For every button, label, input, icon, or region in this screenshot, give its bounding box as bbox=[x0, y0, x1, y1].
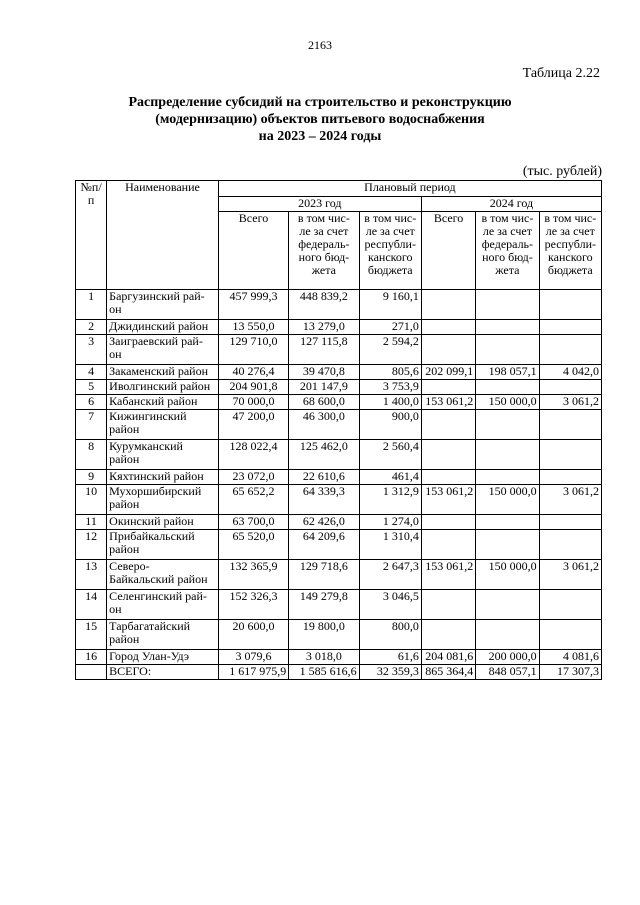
total-federal-2024: 848 057,1 bbox=[476, 665, 539, 680]
cell-federal-2023: 46 300,0 bbox=[289, 410, 359, 440]
cell-total-2024: 153 061,2 bbox=[421, 395, 475, 410]
row-name: Джидинский район bbox=[107, 320, 219, 335]
cell-federal-2023: 125 462,0 bbox=[289, 440, 359, 470]
table-row bbox=[76, 410, 602, 440]
cell-federal-2024: 150 000,0 bbox=[476, 560, 539, 590]
cell-federal-2023: 149 279,8 bbox=[289, 590, 359, 620]
table-row bbox=[76, 485, 602, 515]
row-name: Кяхтинский район bbox=[107, 470, 219, 485]
cell-federal-2024 bbox=[476, 515, 539, 530]
cell-republic-2024 bbox=[539, 410, 601, 440]
cell-federal-2023: 201 147,9 bbox=[289, 380, 359, 395]
cell-republic-2023: 1 310,4 bbox=[359, 530, 421, 560]
cell-total-2024 bbox=[421, 410, 475, 440]
cell-total-2024 bbox=[421, 620, 475, 650]
cell-republic-2024 bbox=[539, 335, 601, 365]
cell-total-2024: 204 081,6 bbox=[421, 650, 475, 665]
title-line: Распределение субсидий на строительство и реконструкцию bbox=[128, 95, 512, 110]
cell-federal-2023: 127 115,8 bbox=[289, 335, 359, 365]
row-name: Заиграевский рай- он bbox=[107, 335, 219, 365]
cell-republic-2023: 461,4 bbox=[359, 470, 421, 485]
cell-republic-2024 bbox=[539, 620, 601, 650]
cell-federal-2024 bbox=[476, 335, 539, 365]
cell-republic-2023: 271,0 bbox=[359, 320, 421, 335]
table-row bbox=[76, 530, 602, 560]
cell-republic-2023: 2 560,4 bbox=[359, 440, 421, 470]
row-number: 15 bbox=[76, 620, 107, 650]
row-name: Баргузинский рай- он bbox=[107, 290, 219, 320]
cell-republic-2023: 3 753,9 bbox=[359, 380, 421, 395]
cell-republic-2023: 1 312,9 bbox=[359, 485, 421, 515]
table-row bbox=[76, 560, 602, 590]
cell-republic-2023: 2 647,3 bbox=[359, 560, 421, 590]
cell-republic-2024 bbox=[539, 530, 601, 560]
cell-federal-2024 bbox=[476, 380, 539, 395]
row-name: Закаменский район bbox=[107, 365, 219, 380]
row-number: 7 bbox=[76, 410, 107, 440]
cell-republic-2023: 2 594,2 bbox=[359, 335, 421, 365]
cell-federal-2023: 39 470,8 bbox=[289, 365, 359, 380]
cell-federal-2023: 129 718,6 bbox=[289, 560, 359, 590]
cell-total-2023: 40 276,4 bbox=[218, 365, 288, 380]
cell-federal-2023: 448 839,2 bbox=[289, 290, 359, 320]
header-federal-2024: в том чис- ле за счет федераль- ного бюд- жета bbox=[476, 212, 539, 290]
total-total-2024: 865 364,4 bbox=[421, 665, 475, 680]
subsidy-table bbox=[75, 180, 602, 680]
cell-federal-2024: 198 057,1 bbox=[476, 365, 539, 380]
cell-total-2024 bbox=[421, 530, 475, 560]
cell-total-2023: 128 022,4 bbox=[218, 440, 288, 470]
cell-total-2024 bbox=[421, 320, 475, 335]
cell-republic-2024 bbox=[539, 290, 601, 320]
total-label: ВСЕГО: bbox=[107, 665, 219, 680]
cell-republic-2024 bbox=[539, 515, 601, 530]
row-name: Селенгинский рай- он bbox=[107, 590, 219, 620]
header-period: Плановый период bbox=[218, 181, 601, 197]
row-name: Северо- Байкальский район bbox=[107, 560, 219, 590]
row-number: 6 bbox=[76, 395, 107, 410]
row-number: 13 bbox=[76, 560, 107, 590]
cell-total-2023: 70 000,0 bbox=[218, 395, 288, 410]
cell-total-2024 bbox=[421, 515, 475, 530]
page-number: 2163 bbox=[308, 38, 332, 52]
cell-federal-2023: 64 209,6 bbox=[289, 530, 359, 560]
cell-federal-2024: 200 000,0 bbox=[476, 650, 539, 665]
row-name: Курумканский район bbox=[107, 440, 219, 470]
cell-republic-2024 bbox=[539, 320, 601, 335]
row-number: 2 bbox=[76, 320, 107, 335]
cell-total-2024: 202 099,1 bbox=[421, 365, 475, 380]
cell-republic-2024 bbox=[539, 590, 601, 620]
cell-federal-2024: 150 000,0 bbox=[476, 485, 539, 515]
header-total-2023: Всего bbox=[218, 212, 288, 290]
cell-republic-2023: 1 274,0 bbox=[359, 515, 421, 530]
cell-republic-2023: 3 046,5 bbox=[359, 590, 421, 620]
cell-federal-2024 bbox=[476, 290, 539, 320]
table-row bbox=[76, 395, 602, 410]
cell-total-2023: 457 999,3 bbox=[218, 290, 288, 320]
cell-total-2023: 47 200,0 bbox=[218, 410, 288, 440]
cell-republic-2024 bbox=[539, 470, 601, 485]
total-total-2023: 1 617 975,9 bbox=[218, 665, 288, 680]
cell-federal-2024 bbox=[476, 470, 539, 485]
cell-federal-2024 bbox=[476, 410, 539, 440]
table-row bbox=[76, 440, 602, 470]
header-year-2023: 2023 год bbox=[218, 197, 421, 212]
cell-federal-2023: 13 279,0 bbox=[289, 320, 359, 335]
total-row-num bbox=[76, 665, 107, 680]
total-row bbox=[76, 665, 602, 680]
table-row bbox=[76, 515, 602, 530]
table-row bbox=[76, 290, 602, 320]
row-number: 10 bbox=[76, 485, 107, 515]
row-name: Мухоршибирский район bbox=[107, 485, 219, 515]
cell-republic-2024: 4 081,6 bbox=[539, 650, 601, 665]
cell-total-2023: 65 520,0 bbox=[218, 530, 288, 560]
cell-total-2023: 13 550,0 bbox=[218, 320, 288, 335]
cell-republic-2024 bbox=[539, 380, 601, 395]
table-row bbox=[76, 650, 602, 665]
cell-total-2024 bbox=[421, 290, 475, 320]
cell-federal-2023: 19 800,0 bbox=[289, 620, 359, 650]
table-title bbox=[0, 94, 640, 145]
cell-federal-2024 bbox=[476, 320, 539, 335]
cell-republic-2023: 805,6 bbox=[359, 365, 421, 380]
cell-republic-2024: 3 061,2 bbox=[539, 560, 601, 590]
unit-label: (тыс. рублей) bbox=[522, 164, 602, 179]
cell-federal-2023: 22 610,6 bbox=[289, 470, 359, 485]
cell-total-2023: 204 901,8 bbox=[218, 380, 288, 395]
row-number: 5 bbox=[76, 380, 107, 395]
cell-republic-2024: 3 061,2 bbox=[539, 485, 601, 515]
row-number: 11 bbox=[76, 515, 107, 530]
cell-federal-2024 bbox=[476, 530, 539, 560]
total-republic-2023: 32 359,3 bbox=[359, 665, 421, 680]
cell-republic-2023: 900,0 bbox=[359, 410, 421, 440]
cell-republic-2023: 1 400,0 bbox=[359, 395, 421, 410]
cell-federal-2024 bbox=[476, 590, 539, 620]
header-num: №п/п bbox=[76, 181, 107, 290]
cell-republic-2023: 800,0 bbox=[359, 620, 421, 650]
header-federal-2023: в том чис- ле за счет федераль- ного бюд- жета bbox=[289, 212, 359, 290]
cell-total-2024 bbox=[421, 335, 475, 365]
cell-total-2024 bbox=[421, 440, 475, 470]
row-name: Окинский район bbox=[107, 515, 219, 530]
table-row bbox=[76, 620, 602, 650]
header-year-2024: 2024 год bbox=[421, 197, 601, 212]
table-row bbox=[76, 380, 602, 395]
row-number: 16 bbox=[76, 650, 107, 665]
cell-republic-2023: 9 160,1 bbox=[359, 290, 421, 320]
cell-federal-2024 bbox=[476, 620, 539, 650]
header-total-2024: Всего bbox=[421, 212, 475, 290]
cell-total-2023: 23 072,0 bbox=[218, 470, 288, 485]
table-row bbox=[76, 365, 602, 380]
row-name: Тарбагатайский район bbox=[107, 620, 219, 650]
cell-total-2024 bbox=[421, 590, 475, 620]
cell-total-2023: 20 600,0 bbox=[218, 620, 288, 650]
title-line: (модернизацию) объектов питьевого водоснабжения bbox=[155, 112, 485, 127]
row-name: Город Улан-Удэ bbox=[107, 650, 219, 665]
cell-federal-2023: 62 426,0 bbox=[289, 515, 359, 530]
cell-federal-2023: 68 600,0 bbox=[289, 395, 359, 410]
cell-federal-2024 bbox=[476, 440, 539, 470]
row-number: 8 bbox=[76, 440, 107, 470]
cell-total-2023: 3 079,6 bbox=[218, 650, 288, 665]
cell-total-2023: 129 710,0 bbox=[218, 335, 288, 365]
cell-total-2023: 152 326,3 bbox=[218, 590, 288, 620]
cell-federal-2024: 150 000,0 bbox=[476, 395, 539, 410]
cell-total-2024 bbox=[421, 380, 475, 395]
row-name: Иволгинский район bbox=[107, 380, 219, 395]
row-number: 4 bbox=[76, 365, 107, 380]
row-name: Кабанский район bbox=[107, 395, 219, 410]
total-republic-2024: 17 307,3 bbox=[539, 665, 601, 680]
table-row bbox=[76, 470, 602, 485]
table-row bbox=[76, 335, 602, 365]
cell-total-2023: 132 365,9 bbox=[218, 560, 288, 590]
row-name: Прибайкальский район bbox=[107, 530, 219, 560]
cell-total-2024: 153 061,2 bbox=[421, 560, 475, 590]
row-number: 9 bbox=[76, 470, 107, 485]
row-number: 1 bbox=[76, 290, 107, 320]
cell-total-2023: 65 652,2 bbox=[218, 485, 288, 515]
row-name: Кижингинский район bbox=[107, 410, 219, 440]
row-number: 3 bbox=[76, 335, 107, 365]
cell-republic-2023: 61,6 bbox=[359, 650, 421, 665]
cell-federal-2023: 64 339,3 bbox=[289, 485, 359, 515]
total-federal-2023: 1 585 616,6 bbox=[289, 665, 359, 680]
row-number: 12 bbox=[76, 530, 107, 560]
cell-republic-2024: 4 042,0 bbox=[539, 365, 601, 380]
cell-republic-2024: 3 061,2 bbox=[539, 395, 601, 410]
table-label: Таблица 2.22 bbox=[522, 66, 600, 81]
table-row bbox=[76, 590, 602, 620]
header-republic-2024: в том чис- ле за счет республи- канского бюджета bbox=[539, 212, 601, 290]
table-row bbox=[76, 320, 602, 335]
cell-total-2024: 153 061,2 bbox=[421, 485, 475, 515]
cell-total-2023: 63 700,0 bbox=[218, 515, 288, 530]
row-number: 14 bbox=[76, 590, 107, 620]
title-line: на 2023 – 2024 годы bbox=[258, 129, 382, 144]
cell-republic-2024 bbox=[539, 440, 601, 470]
header-republic-2023: в том чис- ле за счет республи- канского бюджета bbox=[359, 212, 421, 290]
cell-total-2024 bbox=[421, 470, 475, 485]
header-name: Наименование bbox=[107, 181, 219, 290]
cell-federal-2023: 3 018,0 bbox=[289, 650, 359, 665]
